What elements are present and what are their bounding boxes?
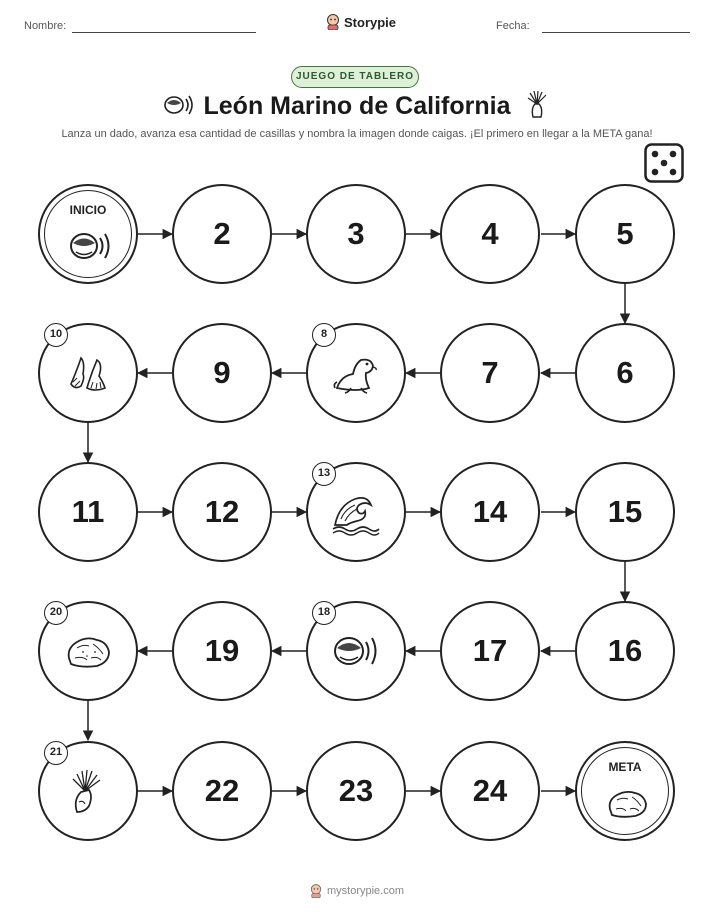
finish-label: META [608,760,642,774]
cell-number-badge: 8 [312,323,336,347]
footer-site[interactable]: mystorypie.com [326,885,405,897]
start-label: INICIO [69,203,107,217]
cell-number: 14 [472,494,508,529]
board-cell[interactable] [172,184,272,284]
barking-mouth-icon [331,626,381,676]
rock-icon [605,781,649,825]
board-cell[interactable] [440,462,540,562]
board-cell[interactable] [172,462,272,562]
cell-number: 16 [607,633,643,668]
board-cell[interactable] [575,323,675,423]
barking-mouth-icon [164,94,194,116]
board-cell-picture[interactable] [306,323,406,423]
flippers-icon [63,348,113,398]
cell-number: 11 [71,494,105,529]
footer [0,884,714,898]
cell-number: 5 [616,216,634,251]
brand-logo [326,14,396,30]
cell-number: 9 [213,355,231,390]
board-cell[interactable] [440,323,540,423]
board-cell[interactable] [440,601,540,701]
dice-five-icon [644,143,684,183]
instructions: Lanza un dado, avanza esa cantidad de casillas y nombra la imagen donde caigas. ¡El primero en llegar a la META gana! [61,128,653,140]
cell-number: 7 [481,355,499,390]
board-cell[interactable] [172,601,272,701]
board-cell[interactable] [172,741,272,841]
barking-mouth-icon [68,224,112,268]
cell-number-badge: 21 [44,741,68,765]
sea-anemone-icon [63,766,113,816]
board-cell-finish[interactable] [575,741,675,841]
name-label: Nombre: [24,20,67,32]
board-cell[interactable] [172,323,272,423]
cell-number: 6 [616,355,634,390]
cell-number-badge: 18 [312,601,336,625]
board-cell[interactable] [306,184,406,284]
sea-anemone-icon [524,90,550,118]
board-cell[interactable] [440,184,540,284]
board-cell-picture[interactable] [38,323,138,423]
storypie-mascot-icon [326,14,340,30]
board-cell-start[interactable] [38,184,138,284]
date-line[interactable] [542,32,690,33]
game-type-badge: JUEGO DE TABLERO [291,66,419,88]
cell-number: 4 [481,216,499,251]
board-cell-picture[interactable] [38,741,138,841]
board-cell[interactable] [440,741,540,841]
date-label: Fecha: [496,20,530,32]
cell-number-badge: 20 [44,601,68,625]
board-cell[interactable] [306,741,406,841]
title-text: León Marino de California [203,92,511,120]
board-cell-picture[interactable] [38,601,138,701]
board-cell-picture[interactable] [306,462,406,562]
board-cell-picture[interactable] [306,601,406,701]
page-title [0,90,714,121]
cell-number: 12 [204,494,240,529]
cell-number: 23 [338,773,374,808]
board-cell[interactable] [575,601,675,701]
cell-number: 24 [472,773,508,808]
board-cell[interactable] [575,462,675,562]
cell-number: 2 [213,216,231,251]
cell-number: 15 [607,494,643,529]
rock-icon [63,626,113,676]
brand-name: Storypie [344,14,397,30]
cell-number-badge: 13 [312,462,336,486]
cell-number: 3 [347,216,365,251]
cell-number-badge: 10 [44,323,68,347]
cell-number: 19 [204,633,240,668]
wave-icon [331,487,381,537]
cell-number: 22 [204,773,240,808]
board-cell[interactable] [575,184,675,284]
name-line[interactable] [72,32,256,33]
cell-number: 17 [472,633,508,668]
sea-lion-icon [331,348,381,398]
storypie-mascot-icon [310,884,322,898]
board-cell[interactable] [38,462,138,562]
